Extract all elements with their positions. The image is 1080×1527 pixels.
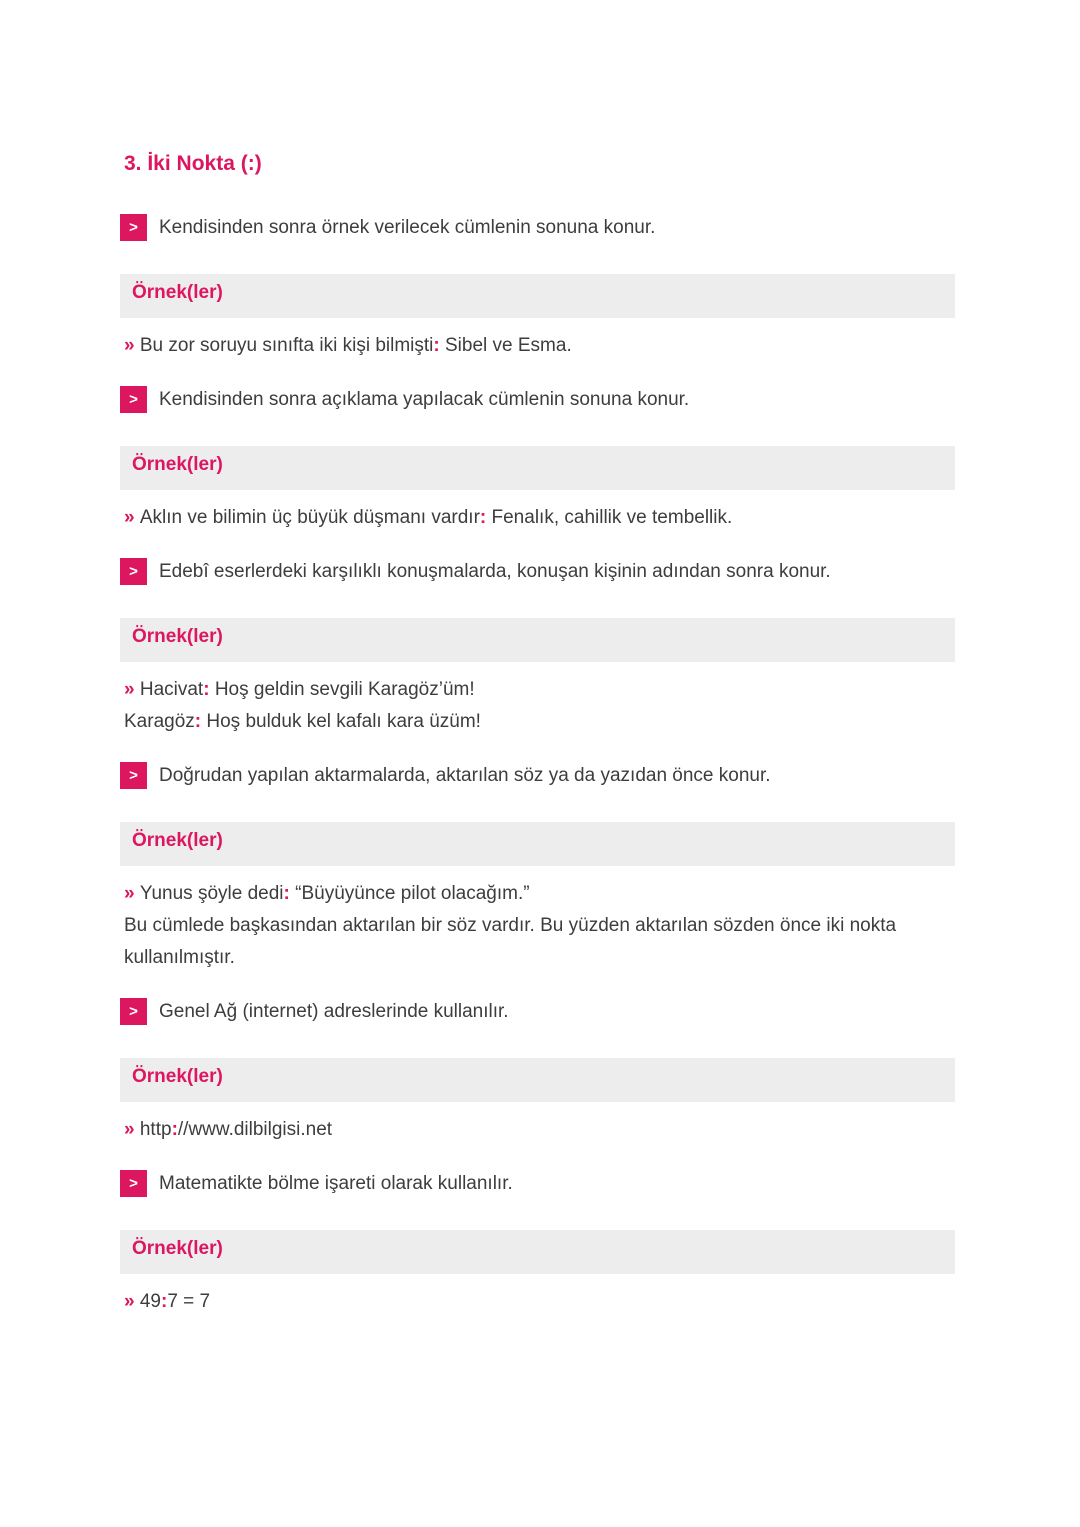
- chevron-right-icon: >: [120, 386, 147, 413]
- example-line-url: [124, 1114, 955, 1146]
- example-group: [124, 674, 955, 738]
- content-column: [120, 150, 955, 1318]
- accent-text: »: [124, 883, 140, 904]
- example-header-box: [120, 274, 955, 318]
- example-header-label: Örnek(ler): [132, 1238, 223, 1259]
- rule-text: Kendisinden sonra açıklama yapılacak cümlenin sonuna konur.: [159, 389, 690, 410]
- body-text: “Büyüyünce pilot olacağım.”: [289, 883, 530, 904]
- rule-section: [120, 998, 955, 1146]
- rule-section: [120, 214, 955, 362]
- body-text: Bu zor soruyu sınıfta iki kişi bilmişti: [139, 335, 434, 356]
- rule-section: [120, 1170, 955, 1318]
- accent-text: :: [203, 679, 210, 700]
- example-header-box: [120, 446, 955, 490]
- example-header-box: [120, 822, 955, 866]
- example-header-box: [120, 1230, 955, 1274]
- rule-section: [120, 558, 955, 738]
- rule-bullet-row: [120, 214, 955, 241]
- example-line: [124, 878, 955, 910]
- example-header-box: [120, 1058, 955, 1102]
- accent-text: :: [433, 335, 440, 356]
- rule-text: Genel Ağ (internet) adreslerinde kullanılır.: [159, 1001, 509, 1022]
- rule-bullet-row: [120, 762, 955, 789]
- accent-text: »: [124, 1119, 140, 1140]
- example-header-label: Örnek(ler): [132, 282, 223, 303]
- accent-text: :: [161, 1291, 168, 1312]
- accent-text: :: [194, 711, 202, 732]
- body-text: 49: [139, 1291, 161, 1312]
- example-line: [124, 502, 955, 534]
- rule-bullet-row: [120, 1170, 955, 1197]
- body-text: Aklın ve bilimin üç büyük düşmanı vardır: [139, 507, 480, 528]
- rule-text: Kendisinden sonra örnek verilecek cümlenin sonuna konur.: [159, 217, 656, 238]
- rule-text: Edebî eserlerdeki karşılıklı konuşmalarda, konuşan kişinin adından sonra konur.: [159, 561, 831, 582]
- example-group: [124, 330, 955, 362]
- chevron-right-icon: >: [120, 558, 147, 585]
- example-group: [124, 878, 955, 974]
- body-text: 7 = 7: [167, 1291, 211, 1312]
- accent-text: »: [124, 1291, 140, 1312]
- example-group: [124, 502, 955, 534]
- accent-text: :: [479, 507, 487, 528]
- body-text: Bu cümlede başkasından aktarılan bir söz vardır. Bu yüzden aktarılan sözden önce iki nokta kullanılmıştır.: [124, 915, 897, 968]
- example-header-label: Örnek(ler): [132, 1066, 223, 1087]
- rule-bullet-row: [120, 998, 955, 1025]
- rule-text: Doğrudan yapılan aktarmalarda, aktarılan söz ya da yazıdan önce konur.: [159, 765, 771, 786]
- example-header-label: Örnek(ler): [132, 626, 223, 647]
- rule-bullet-row: [120, 386, 955, 413]
- example-header-label: Örnek(ler): [132, 454, 223, 475]
- body-text: Sibel ve Esma.: [439, 335, 572, 356]
- body-text: http: [139, 1119, 172, 1140]
- example-header-label: Örnek(ler): [132, 830, 223, 851]
- example-group: [124, 1286, 955, 1318]
- example-group: [124, 1114, 955, 1146]
- body-text: Yunus şöyle dedi: [139, 883, 284, 904]
- example-line: [124, 674, 955, 706]
- example-header-box: [120, 618, 955, 662]
- body-text: Hacivat: [139, 679, 204, 700]
- body-text: Fenalık, cahillik ve tembellik.: [486, 507, 733, 528]
- chevron-right-icon: >: [120, 998, 147, 1025]
- chevron-right-icon: >: [120, 1170, 147, 1197]
- accent-text: »: [124, 679, 140, 700]
- body-text: Hoş bulduk kel kafalı kara üzüm!: [201, 711, 481, 732]
- example-line: [124, 330, 955, 362]
- rule-text: Matematikte bölme işareti olarak kullanılır.: [159, 1173, 513, 1194]
- accent-text: :: [171, 1119, 178, 1140]
- accent-text: »: [124, 507, 140, 528]
- chevron-right-icon: >: [120, 762, 147, 789]
- example-line: [124, 1286, 955, 1318]
- rule-section: [120, 762, 955, 974]
- example-explanation: [124, 910, 955, 974]
- rule-bullet-row: [120, 558, 955, 585]
- body-text: Hoş geldin sevgili Karagöz’üm!: [209, 679, 475, 700]
- accent-text: :: [283, 883, 290, 904]
- body-text: //www.dilbilgisi.net: [177, 1119, 333, 1140]
- example-line: [124, 706, 955, 738]
- accent-text: »: [124, 335, 140, 356]
- page-title: 3. İki Nokta (:): [124, 152, 262, 175]
- chevron-right-icon: >: [120, 214, 147, 241]
- body-text: Karagöz: [124, 711, 195, 732]
- rule-section: [120, 386, 955, 534]
